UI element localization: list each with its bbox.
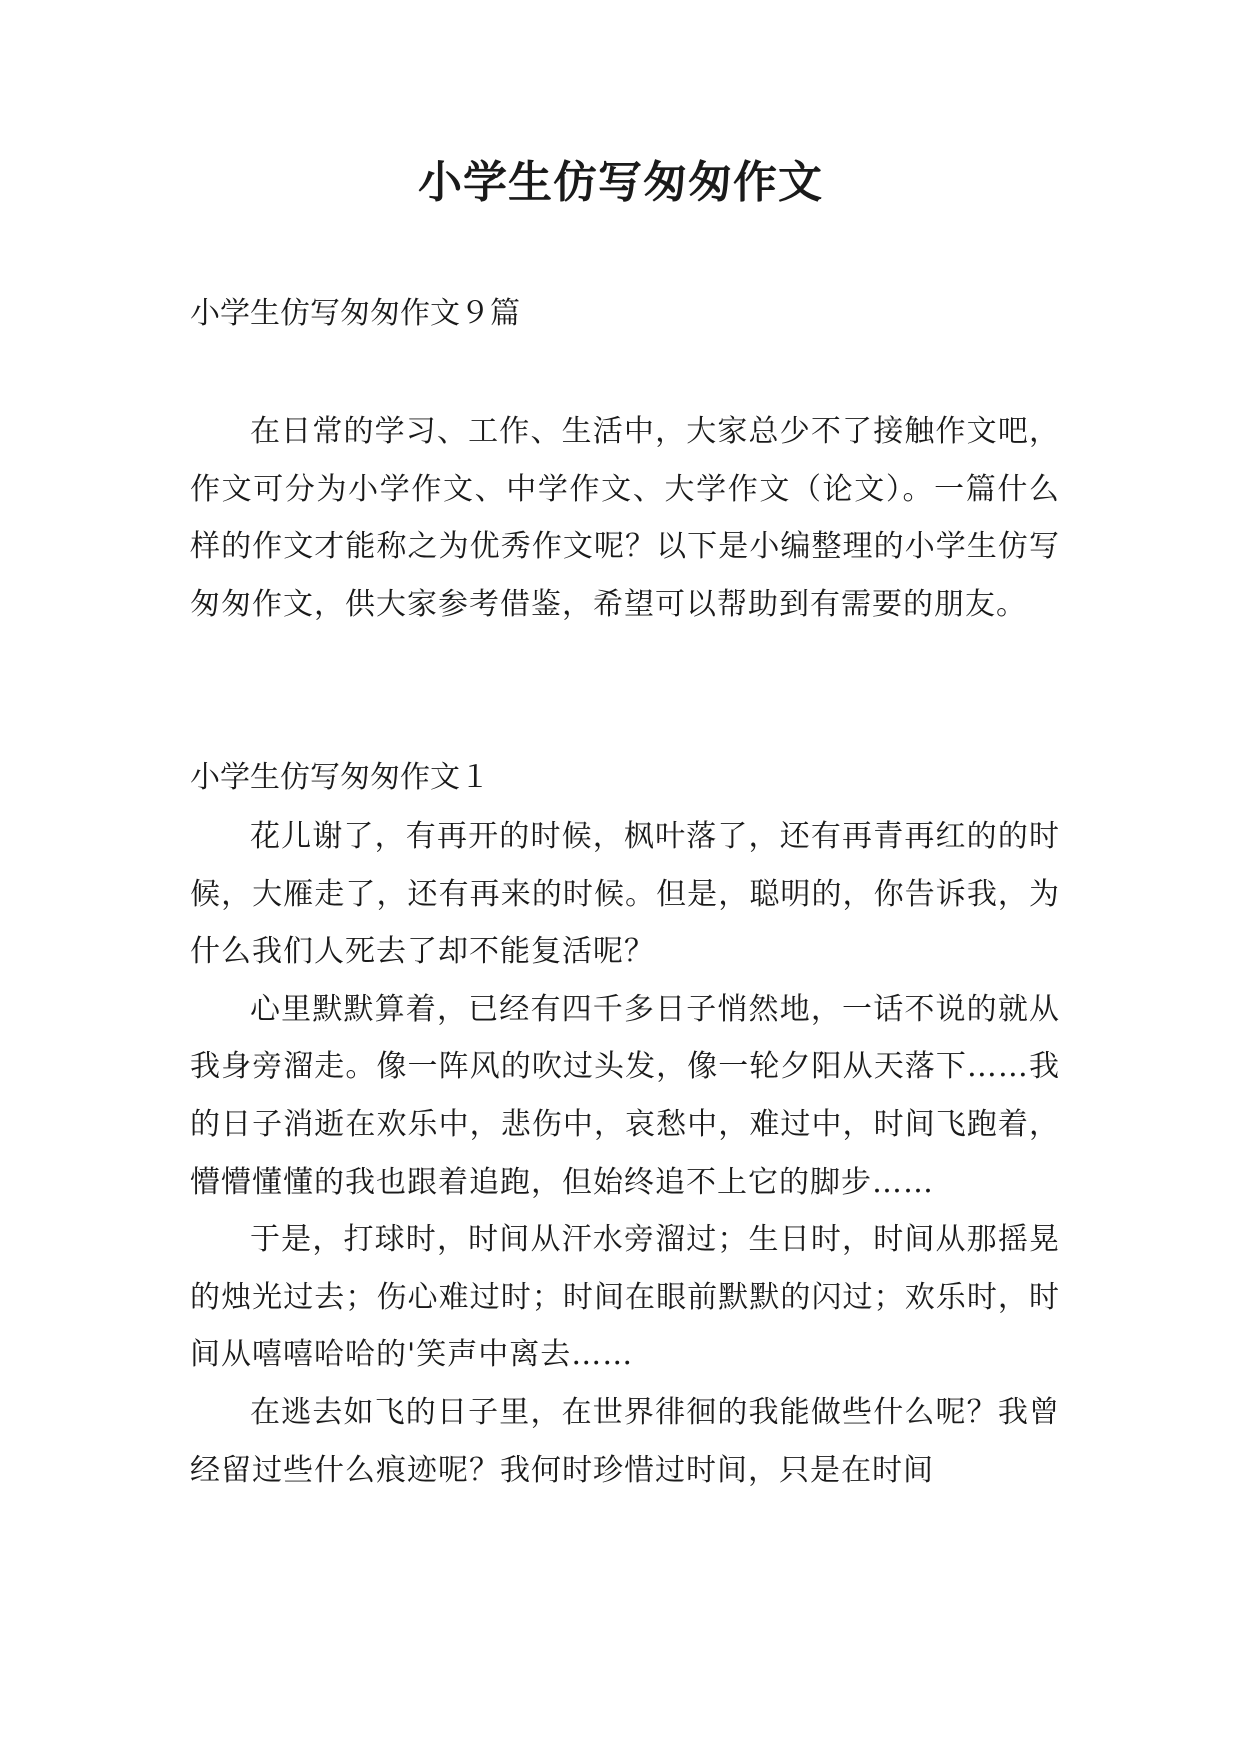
intro-paragraph: 在日常的学习、工作、生活中，大家总少不了接触作文吧，作文可分为小学作文、中学作文、大学作文（论文）。一篇什么样的作文才能称之为优秀作文呢？以下是小编整理的小学生仿写匆匆作文，供大家参考借鉴，希望可以帮助到有需要的朋友。 xyxy=(190,414,1060,622)
document-subtitle: 小学生仿写匆匆作文９篇 xyxy=(190,296,520,331)
section-heading: 小学生仿写匆匆作文１ xyxy=(190,760,490,795)
essay-paragraph: 花儿谢了，有再开的时候，枫叶落了，还有再青再红的的时候，大雁走了，还有再来的时候。但是，聪明的，你告诉我，为什么我们人死去了却不能复活呢？ xyxy=(190,819,1060,970)
essay-section-1 xyxy=(190,754,1060,1499)
essay-paragraph: 在逃去如飞的日子里，在世界徘徊的我能做些什么呢？我曾经留过些什么痕迹呢？我何时珍惜过时间，只是在时间 xyxy=(190,1394,1060,1488)
document-title: 小学生仿写匆匆作文 xyxy=(418,157,823,208)
essay-paragraph: 心里默默算着，已经有四千多日子悄然地，一话不说的就从我身旁溜走。像一阵风的吹过头发，像一轮夕阳从天落下……我的日子消逝在欢乐中，悲伤中，哀愁中，难过中，时间飞跑着，懵懵懂懂的我也跟着追跑，但始终追不上它的脚步…… xyxy=(190,991,1060,1200)
essay-paragraph: 于是，打球时，时间从汗水旁溜过；生日时，时间从那摇晃的烛光过去；伤心难过时；时间在眼前默默的闪过；欢乐时，时间从嘻嘻哈哈的'笑声中离去…… xyxy=(190,1222,1060,1373)
